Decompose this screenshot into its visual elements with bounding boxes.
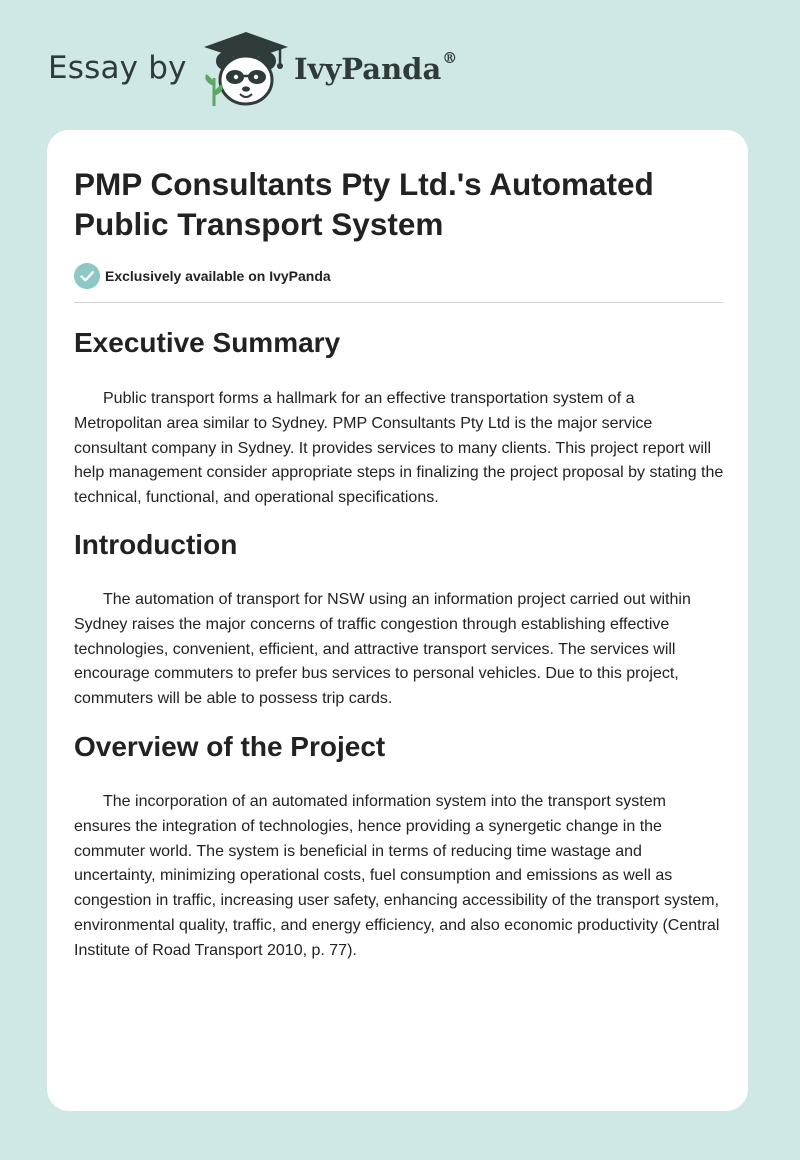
section-text-executive-summary: Public transport forms a hallmark for an effective transportation system of a Metropolitan area similar to Sydney. PMP Consultants Pty Ltd is the major service consultant company in Sydney. It provides services to many clients. This project report will help management consider appropriate steps in finalizing the project proposal by stating the technical, functional, and operational specifications.	[74, 390, 724, 507]
section-text-introduction: The automation of transport for NSW using an information project carried out within Sydney raises the major concerns of traffic congestion through establishing effective technologies, convenient, efficient, and attractive transport services. The services will encourage commuters to prefer bus services to personal vehicles. Due to this project, commuters will be able to possess trip cards.	[74, 591, 691, 708]
brand-header	[48, 30, 508, 110]
article-card	[47, 130, 748, 1111]
exclusive-badge	[74, 263, 331, 289]
brand-name-text: IvyPanda	[294, 52, 442, 86]
registered-mark: ®	[442, 49, 458, 67]
exclusive-badge-text: Exclusively available on IvyPanda	[105, 268, 331, 284]
brand-prefix: Essay by	[48, 50, 187, 86]
panda-logo-icon[interactable]	[200, 30, 292, 110]
brand-name[interactable]	[294, 49, 458, 86]
article-title: PMP Consultants Pty Ltd.'s Automated Public Transport System	[74, 166, 654, 242]
title-divider	[74, 302, 723, 303]
section-heading-overview: Overview of the Project	[74, 731, 386, 762]
section-text-overview: The incorporation of an automated information system into the transport system ensures the integration of technologies, hence providing a synergetic change in the commuter world. The system is beneficial in terms of reducing time wastage and uncertainty, minimizing operational costs, fuel consumption and emissions as well as congestion in traffic, increasing user safety, enhancing accessibility of the transport system, environmental quality, traffic, and energy efficiency, and also economic productivity (Central Institute of Road Transport 2010, p. 77).	[74, 793, 720, 959]
check-circle-icon	[74, 263, 100, 289]
section-heading-introduction: Introduction	[74, 529, 238, 560]
section-heading-executive-summary: Executive Summary	[74, 327, 341, 358]
